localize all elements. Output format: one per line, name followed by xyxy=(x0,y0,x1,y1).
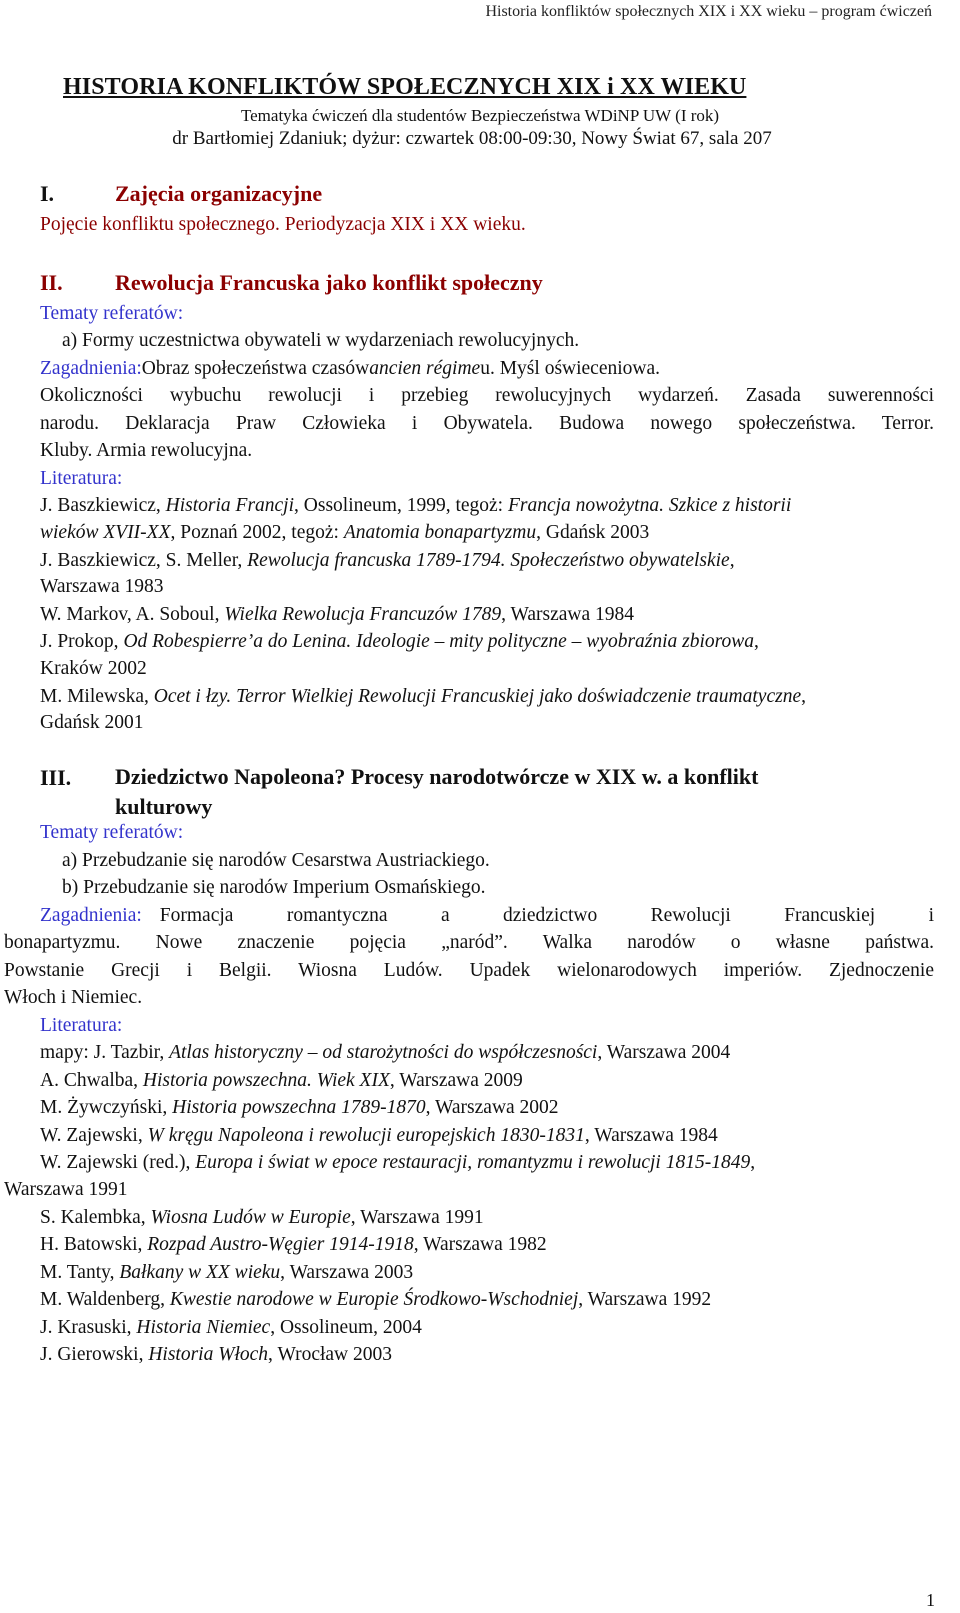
bibliography-entry xyxy=(40,1317,422,1339)
author: J. Baszkiewicz, xyxy=(40,495,161,516)
book-title: Rewolucja francuska 1789-1794. Społeczeństwo obywatelskie xyxy=(247,550,730,571)
publication: , Warszawa 1984 xyxy=(584,1125,718,1146)
publication: , Warszawa 2003 xyxy=(280,1262,414,1283)
book-title: Anatomia bonapartyzmu xyxy=(343,522,537,543)
book-title: Francja nowożytna. Szkice z historii xyxy=(507,495,792,516)
section-2-issues-line-1 xyxy=(40,358,934,380)
publication: , Ossolineum, 2004 xyxy=(270,1317,422,1338)
book-title: Europa i świat w epoce restauracji, romantyzmu i rewolucji 1815-1849 xyxy=(195,1152,751,1173)
author: M. Milewska, xyxy=(40,686,149,707)
issues-text: bonapartyzmu. Nowe znaczenie pojęcia „naród”. Walka narodów o własne państwa. xyxy=(4,932,934,953)
bibliography-entry xyxy=(40,550,735,572)
section-2-topic-a: a) Formy uczestnictwa obywateli w wydarzeniach rewolucyjnych. xyxy=(62,330,580,351)
book-title: Kwestie narodowe w Europie Środkowo-Wschodniej xyxy=(169,1289,579,1310)
bibliography-entry xyxy=(40,631,759,653)
author: M. Żywczyński, xyxy=(40,1097,168,1118)
section-2-issues-line-4: Kluby. Armia rewolucyjna. xyxy=(40,440,253,461)
book-title: Historia Włoch xyxy=(148,1344,269,1365)
publication: , xyxy=(754,631,759,652)
section-3-issues-line-3 xyxy=(4,960,934,982)
section-1-title: Zajęcia organizacyjne xyxy=(115,181,323,206)
section-3-topic-a: a) Przebudzanie się narodów Cesarstwa Austriackiego. xyxy=(62,850,490,871)
book-title: wieków XVII-XX xyxy=(40,522,171,543)
book-title: Bałkany w XX wieku xyxy=(119,1262,281,1283)
publication: , Warszawa 1992 xyxy=(578,1289,712,1310)
publication: , xyxy=(801,686,806,707)
author: W. Zajewski, xyxy=(40,1125,143,1146)
issues-text: Okoliczności wybuchu rewolucji i przebieg rewolucyjnych wydarzeń. Zasada suwerenności xyxy=(40,385,934,406)
issues-text: Obraz społeczeństwa czasów xyxy=(141,358,370,379)
section-2-topics-label: Tematy referatów: xyxy=(40,303,184,324)
book-title: Historia Niemiec xyxy=(136,1317,271,1338)
section-2-issues-label: Zagadnienia: xyxy=(40,358,142,379)
bibliography-entry-cont xyxy=(40,522,649,544)
section-2-literature-label: Literatura: xyxy=(40,468,123,489)
author: J. Prokop, xyxy=(40,631,119,652)
bibliography-entry xyxy=(40,1262,413,1284)
publication: , Gdańsk 2003 xyxy=(536,522,650,543)
section-3-issues-line-4: Włoch i Niemiec. xyxy=(4,987,143,1008)
author: M. Tanty, xyxy=(40,1262,115,1283)
author: H. Batowski, xyxy=(40,1234,143,1255)
section-3-title: Dziedzictwo Napoleona? Procesy narodotwórcze w XIX w. a konflikt xyxy=(115,764,759,789)
bibliography-entry-cont: Kraków 2002 xyxy=(40,658,147,679)
book-title: Ocet i łzy. Terror Wielkiej Rewolucji Francuskiej jako doświadczenie traumatyczne xyxy=(153,686,802,707)
book-title: Wielka Rewolucja Francuzów 1789 xyxy=(224,604,502,625)
bibliography-entry xyxy=(40,1097,559,1119)
author: J. Krasuski, xyxy=(40,1317,132,1338)
section-3-number: III. xyxy=(40,765,72,790)
issues-term: ancien régime xyxy=(369,358,481,379)
author: M. Waldenberg, xyxy=(40,1289,165,1310)
author: W. Zajewski (red.), xyxy=(40,1152,191,1173)
book-title: Historia Francji xyxy=(165,495,295,516)
author: A. Chwalba, xyxy=(40,1070,139,1091)
section-3-topics-label: Tematy referatów: xyxy=(40,822,184,843)
issues-text: Formacja romantyczna a dziedzictwo Rewolucji Francuskiej i xyxy=(159,905,934,926)
bibliography-entry-cont: Warszawa 1983 xyxy=(40,576,164,597)
publication: , Wrocław 2003 xyxy=(268,1344,392,1365)
section-3-topic-b: b) Przebudzanie się narodów Imperium Osmańskiego. xyxy=(62,877,486,898)
section-3-issues-label: Zagadnienia: xyxy=(40,905,142,926)
bibliography-entry xyxy=(40,1152,755,1174)
bibliography-entry xyxy=(40,1289,711,1311)
publication: , Warszawa 1984 xyxy=(501,604,635,625)
section-3-issues-line-1 xyxy=(40,905,934,927)
author: mapy: J. Tazbir, xyxy=(40,1042,165,1063)
author: J. Baszkiewicz, S. Meller, xyxy=(40,550,243,571)
publication: , xyxy=(729,550,735,571)
section-3-literature-label: Literatura: xyxy=(40,1015,123,1036)
bibliography-entry-cont: Gdańsk 2001 xyxy=(40,712,144,733)
issues-text: Powstanie Grecji i Belgii. Wiosna Ludów. Upadek wielonarodowych imperiów. Zjednoczenie xyxy=(4,960,934,981)
section-2-number: II. xyxy=(40,270,63,295)
book-title: Wiosna Ludów w Europie xyxy=(150,1207,351,1228)
publication: , Warszawa 1982 xyxy=(413,1234,547,1255)
author: S. Kalembka, xyxy=(40,1207,146,1228)
publication: , Warszawa 2009 xyxy=(389,1070,523,1091)
instructor-info: dr Bartłomiej Zdaniuk; dyżur: czwartek 08:00-09:30, Nowy Świat 67, sala 207 xyxy=(172,128,772,149)
book-title: W kręgu Napoleona i rewolucji europejskich 1830-1831 xyxy=(147,1125,585,1146)
section-2-title: Rewolucja Francuska jako konflikt społeczny xyxy=(115,270,543,295)
bibliography-entry xyxy=(40,1344,392,1366)
section-3-title-cont: kulturowy xyxy=(115,794,213,819)
section-2-issues-line-3 xyxy=(40,413,934,435)
bibliography-entry xyxy=(40,1207,484,1229)
author: J. Gierowski, xyxy=(40,1344,144,1365)
bibliography-entry-cont: Warszawa 1991 xyxy=(4,1179,128,1200)
publication: , Poznań 2002, tegoż: xyxy=(170,522,339,543)
bibliography-entry xyxy=(40,1042,730,1064)
document-subtitle: Tematyka ćwiczeń dla studentów Bezpieczeństwa WDiNP UW (I rok) xyxy=(240,106,720,125)
bibliography-entry xyxy=(40,1234,547,1256)
section-1-number: I. xyxy=(40,181,55,206)
bibliography-entry xyxy=(40,1125,718,1147)
publication: , Ossolineum, 1999, tegoż: xyxy=(294,495,504,516)
publication: , Warszawa 2002 xyxy=(425,1097,559,1118)
document-title: HISTORIA KONFLIKTÓW SPOŁECZNYCH XIX i XX WIEKU xyxy=(63,74,747,100)
section-1-text: Pojęcie konfliktu społecznego. Periodyzacja XIX i XX wieku. xyxy=(40,214,526,235)
book-title: Historia powszechna. Wiek XIX xyxy=(142,1070,390,1091)
publication: , Warszawa 2004 xyxy=(597,1042,731,1063)
book-title: Atlas historyczny – od starożytności do współczesności xyxy=(169,1042,598,1063)
author: W. Markov, A. Soboul, xyxy=(40,604,220,625)
section-3-issues-line-2 xyxy=(4,932,934,954)
issues-text: narodu. Deklaracja Praw Człowieka i Obywatela. Budowa nowego społeczeństwa. Terror. xyxy=(40,413,934,434)
publication: , xyxy=(750,1152,756,1173)
publication: , Warszawa 1991 xyxy=(350,1207,484,1228)
book-title: Od Robespierre’a do Lenina. Ideologie – mity polityczne – wyobraźnia zbiorowa xyxy=(123,631,755,652)
running-head: Historia konfliktów społecznych XIX i XX wieku – program ćwiczeń xyxy=(485,3,932,20)
book-title: Rozpad Austro-Węgier 1914-1918 xyxy=(147,1234,414,1255)
page-number: 1 xyxy=(926,1590,935,1610)
bibliography-entry xyxy=(40,686,806,708)
bibliography-entry xyxy=(40,495,791,517)
section-2-issues-line-2 xyxy=(40,385,934,407)
bibliography-entry xyxy=(40,604,634,626)
book-title: Historia powszechna 1789-1870 xyxy=(172,1097,426,1118)
issues-text: u. Myśl oświeceniowa. xyxy=(480,358,661,379)
bibliography-entry xyxy=(40,1070,523,1092)
